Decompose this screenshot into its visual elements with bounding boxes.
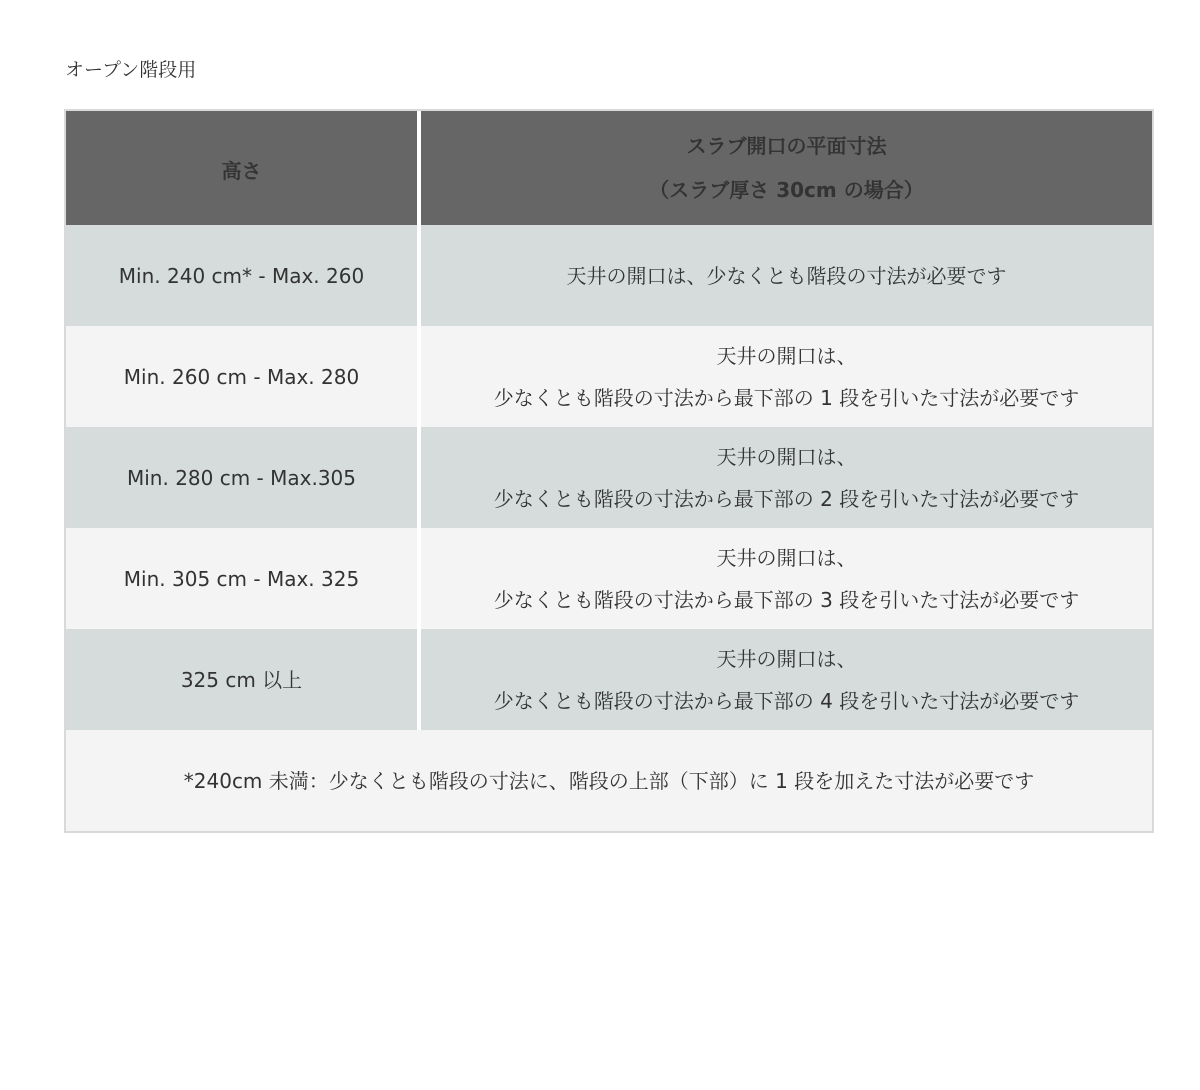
header-slab-opening xyxy=(421,111,1152,225)
header-slab-subtitle: （スラブ厚さ 30cm の場合） xyxy=(649,178,924,202)
header-height-label: 高さ xyxy=(221,158,262,183)
opening-text-line1: 天井の開口は、 xyxy=(716,545,857,570)
table-row xyxy=(66,225,1152,326)
opening-text-line1: 天井の開口は、 xyxy=(716,444,857,469)
opening-text-line2: 少なくとも階段の寸法から最下部の 1 段を引いた寸法が必要です xyxy=(493,385,1080,410)
height-cell xyxy=(66,629,417,730)
opening-size-table xyxy=(64,109,1154,833)
height-value: Min. 240 cm* - Max. 260 xyxy=(118,263,365,288)
opening-text-line1: 天井の開口は、 xyxy=(716,646,857,671)
height-cell xyxy=(66,225,417,326)
opening-cell xyxy=(421,427,1152,528)
table-row xyxy=(66,528,1152,629)
opening-text-line2: 少なくとも階段の寸法から最下部の 4 段を引いた寸法が必要です xyxy=(493,688,1080,713)
height-cell xyxy=(66,528,417,629)
height-cell xyxy=(66,427,417,528)
height-value: Min. 305 cm - Max. 325 xyxy=(123,566,360,591)
footnote-text: *240cm 未満：少なくとも階段の寸法に、階段の上部（下部）に 1 段を加えた寸法が必要です xyxy=(183,768,1035,793)
table-footnote-row xyxy=(66,730,1152,831)
height-value: 325 cm 以上 xyxy=(180,667,303,692)
header-slab-title: スラブ開口の平面寸法 xyxy=(686,134,887,158)
opening-cell xyxy=(421,326,1152,427)
opening-text-line2: 少なくとも階段の寸法から最下部の 3 段を引いた寸法が必要です xyxy=(493,587,1080,612)
footnote-cell xyxy=(66,730,1152,831)
table-row xyxy=(66,326,1152,427)
page-title: オープン階段用 xyxy=(65,59,197,81)
opening-cell xyxy=(421,225,1152,326)
height-cell xyxy=(66,326,417,427)
table-header-row xyxy=(66,111,1152,225)
header-height xyxy=(66,111,417,225)
opening-cell xyxy=(421,629,1152,730)
table-row xyxy=(66,629,1152,730)
table-row xyxy=(66,427,1152,528)
opening-text-line1: 天井の開口は、 xyxy=(716,343,857,368)
opening-text-line2: 少なくとも階段の寸法から最下部の 2 段を引いた寸法が必要です xyxy=(493,486,1080,511)
height-value: Min. 280 cm - Max.305 xyxy=(126,465,357,490)
opening-cell xyxy=(421,528,1152,629)
opening-text-line1: 天井の開口は、少なくとも階段の寸法が必要です xyxy=(566,263,1007,288)
height-value: Min. 260 cm - Max. 280 xyxy=(123,364,360,389)
